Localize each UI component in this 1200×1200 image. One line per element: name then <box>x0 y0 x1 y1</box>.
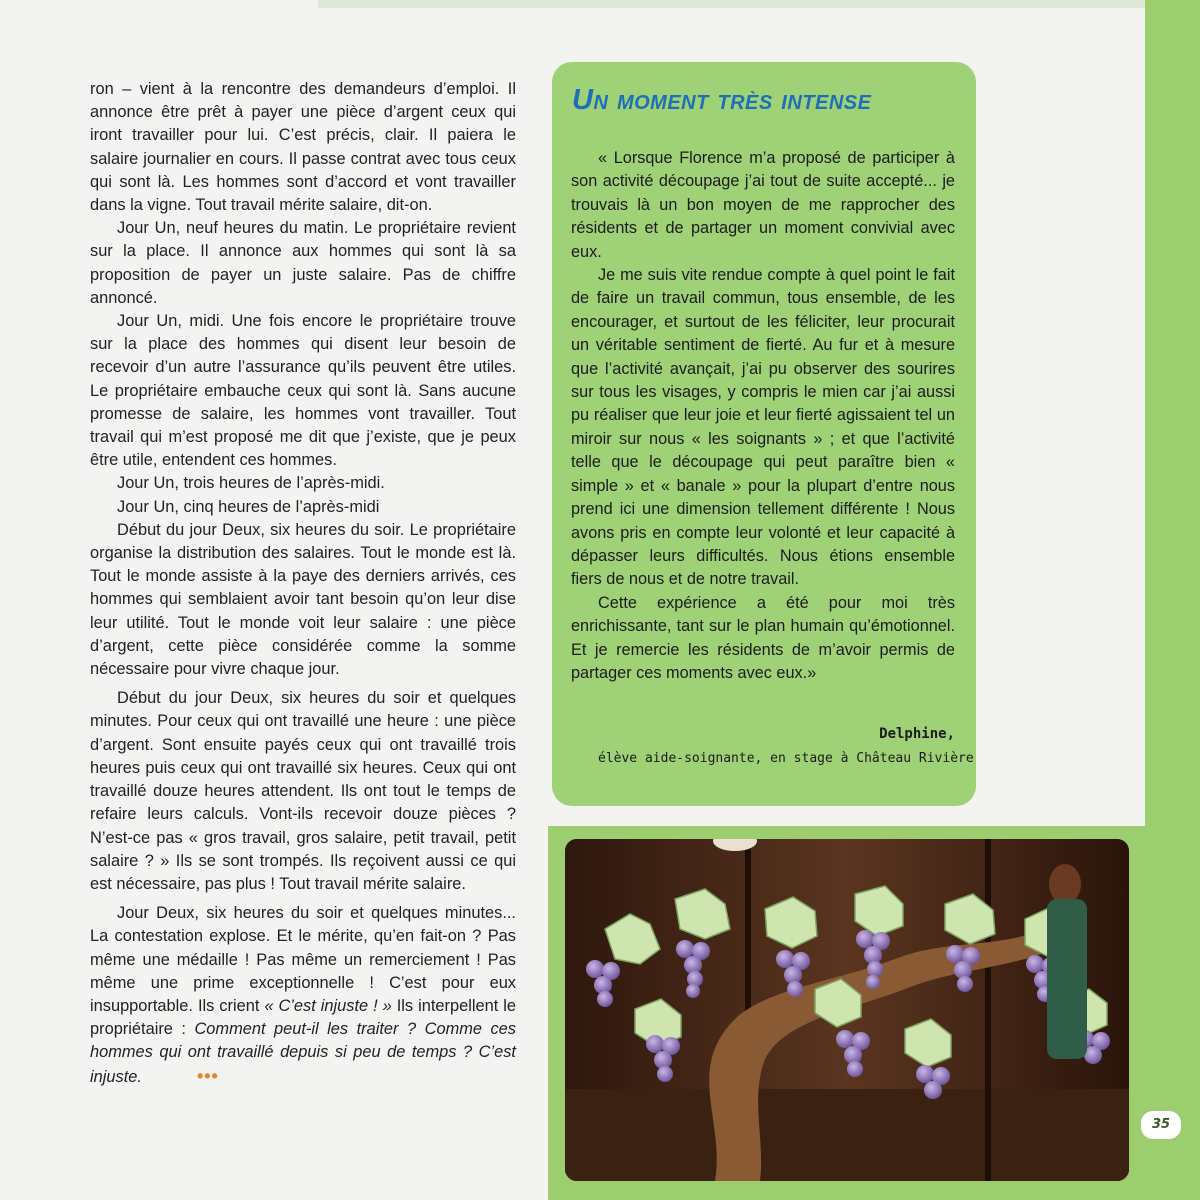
box-paragraph: Cette expérience a été pour moi très enrichissante, tant sur le plan humain qu’émotionnel. Et je remercie les résidents de m’avoir permis de partager ces moments avec eux.» <box>571 593 955 682</box>
article-quote: « C’est injuste ! » <box>264 996 392 1015</box>
article-paragraph: ron – vient à la rencontre des demandeurs d’emploi. Il annonce être prêt à payer une pièce d’argent ceux qui iront travailler pour lui. C’est précis, clair. Il paiera le salaire journalier en cours. Il passe contrat avec tous ceux qui sont là. Les hommes sont d’accord et vont travailler dans la vigne. Tout travail mérite salaire, dit-on. <box>90 80 516 215</box>
article-last-paragraph <box>90 902 516 1089</box>
continuation-dots: ••• <box>196 1065 219 1086</box>
box-title: Un moment très intense <box>572 84 872 116</box>
article-last-text: Jour Deux, six heures du soir et quelques minutes... La contestation explose. Et le mérite, qu’en fait-on ? Pas même une médaille ! Pas même un remerciement ! Pas même une prime exceptionnelle ! C’est pour eux insupportable. Ils crient <box>90 904 516 1015</box>
article-paragraph: Jour Un, trois heures de l’après-midi. <box>117 474 385 493</box>
signature-role: élève aide-soignante, en stage à Château Rivière <box>598 751 974 766</box>
article-italic-text: Comment peut-il les traiter ? Comme ces hommes qui ont travaillé depuis si peu de temps ? C’est injuste. <box>90 1020 516 1086</box>
article-paragraph: Début du jour Deux, six heures du soir. Le propriétaire organise la distribution des salaires. Tout le monde est là. Tout le monde assiste à la paye des derniers arrivés, ces hommes qui semblaient avoir tant besoin qu’on leur dise leur utilité. Tout le monde voit leur salaire : une pièce d’argent, cette pièce considérée comme la somme nécessaire pour vivre chaque jour. <box>90 520 516 679</box>
vine-artwork-photo <box>565 839 1129 1181</box>
article-mid-text: Ils interpellent le propriétaire : <box>90 996 516 1039</box>
page-number: 35 <box>1141 1111 1181 1139</box>
box-paragraph: « Lorsque Florence m’a proposé de participer à son activité découpage j’ai tout de suite accepté... je trouvais là un bon moyen de me rapprocher des résidents et de partager un moment convivial avec eux. <box>571 149 955 261</box>
top-strip <box>318 0 1145 8</box>
signature-name: Delphine, <box>879 726 955 742</box>
article-paragraph: Jour Un, neuf heures du matin. Le propriétaire revient sur la place. Il annonce aux hommes qui sont là sa proposition de payer un juste salaire. Pas de chiffre annoncé. <box>90 219 516 307</box>
box-body <box>571 147 955 685</box>
article-column <box>90 78 516 1089</box>
article-paragraph: Jour Un, cinq heures de l’après-midi <box>117 497 380 516</box>
article-paragraph: Début du jour Deux, six heures du soir et quelques minutes. Pour ceux qui ont travaillé une heure : une pièce d’argent. Sont ensuite payés ceux qui ont travaillé trois heures puis ceux qui ont travaillé six heures. Ceux qui ont travaillé douze heures attendent. Ils ont tout le temps de refaire leurs calculs. Vont-ils recevoir douze pièces ? N’est-ce pas « gros travail, gros salaire, petit travail, petit salaire ? » Ils se sont trompés. Ils reçoivent aussi ce qui est nécessaire, pas plus ! Tout travail mérite salaire. <box>90 689 516 893</box>
article-paragraph: Jour Un, midi. Une fois encore le propriétaire trouve sur la place des hommes qui disent leur besoin de recevoir d’un autre l’assurance qu’ils peuvent être utiles. Le propriétaire embauche ceux qui sont là. Sans aucune promesse de salaire, les hommes vont travailler. Tout travail qui m’est proposé me dit que j’existe, que je peux être utile, entendent ces hommes. <box>90 312 516 470</box>
box-paragraph: Je me suis vite rendue compte à quel point le fait de faire un travail commun, tous ensemble, de les encourager, et surtout de les féliciter, leur procurait un véritable sentiment de fierté. Au fur et à mesure que l’activité avançait, j’ai pu observer des sourires sur tous les visages, y compris le mien car j’ai aussi pu réaliser que leur joie et leur fierté agissaient tel un miroir sur nous « les soignants » ; et que l’activité telle que le découpage qui peut paraître bien « simple » et « banale » pour la plupart d’entre nous prend ici une dimension tellement différente ! Nous avons pris en compte leur volonté et leur capacité à dépasser leurs difficultés. Nous étions ensemble fiers de nous et de notre travail. <box>571 266 955 589</box>
